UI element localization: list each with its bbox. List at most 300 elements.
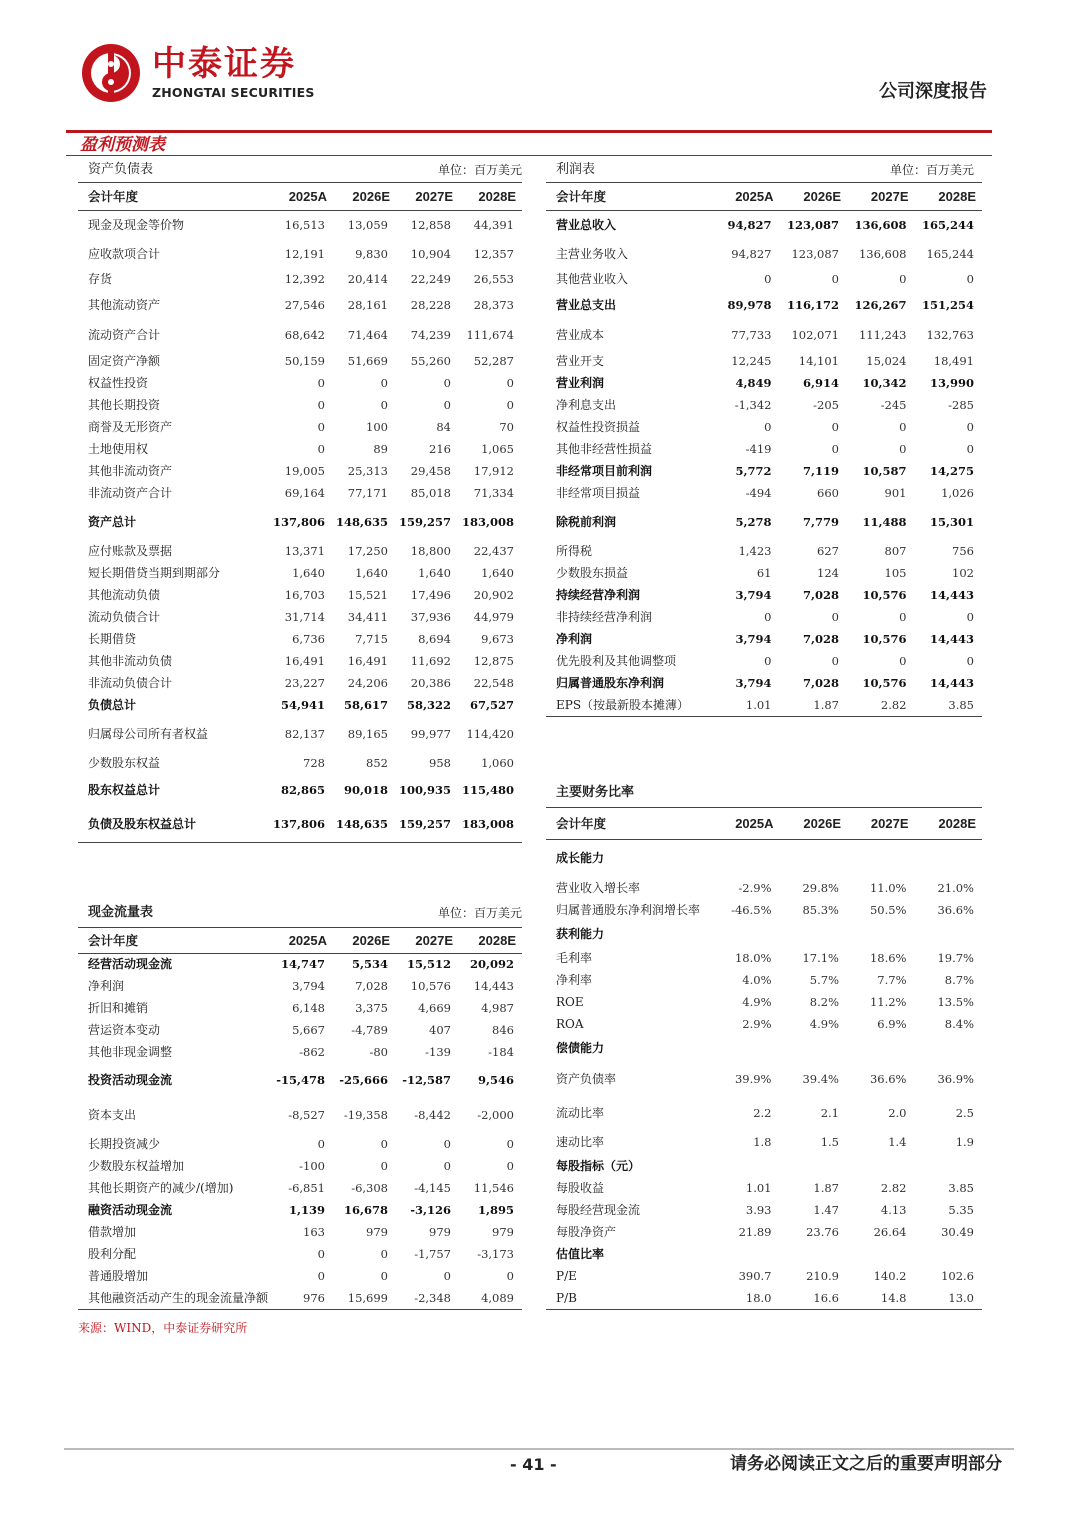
table-row <box>78 1288 522 1310</box>
row-label: 主营业务收入 <box>556 247 629 261</box>
cell-value: 67,527 <box>469 698 514 712</box>
row-label: 其他非流动资产 <box>88 464 173 478</box>
cell-value: 0 <box>443 398 451 412</box>
cell-value: 4.0% <box>742 973 772 987</box>
cell-value: 21.0% <box>937 881 974 895</box>
cell-value: 7,715 <box>355 632 388 646</box>
cell-value: -6,851 <box>288 1181 325 1195</box>
table-row <box>546 1244 982 1266</box>
table-row <box>546 395 982 417</box>
cell-value: 26,553 <box>473 272 514 286</box>
cell-value: 0 <box>831 442 839 456</box>
table-row <box>78 1200 522 1222</box>
table-row <box>78 417 522 439</box>
cell-value: 12,875 <box>473 654 514 668</box>
source-note: 来源：WIND，中泰证券研究所 <box>78 1321 248 1335</box>
row-label: 营业收入增长率 <box>556 881 641 895</box>
table-row <box>78 1222 522 1244</box>
cell-value: 14,443 <box>929 632 974 646</box>
cell-value: 136,608 <box>854 218 907 233</box>
column-header-year: 2027E <box>415 933 453 948</box>
row-label: 营业总支出 <box>556 298 617 312</box>
row-label: 流动资产合计 <box>88 328 161 342</box>
cell-value: 89,165 <box>347 727 388 741</box>
cell-value: 0 <box>764 610 772 624</box>
table-row <box>78 1042 522 1064</box>
cell-value: -139 <box>425 1045 451 1059</box>
cell-value: 901 <box>884 486 907 500</box>
cell-value <box>780 1244 848 1266</box>
cell-value: 94,827 <box>727 218 772 233</box>
cell-value: 23,227 <box>284 676 325 690</box>
cell-value: 1,026 <box>941 486 974 500</box>
cell-value: 0 <box>831 420 839 434</box>
column-header-year: 2026E <box>352 933 390 948</box>
cell-value: 16.6 <box>813 1290 839 1305</box>
cell-value: 1.87 <box>813 697 839 712</box>
row-label: 非经常项目前利润 <box>556 464 653 478</box>
cell-value: 16,513 <box>284 218 325 233</box>
cell-value: 159,257 <box>398 515 451 529</box>
cell-value: 979 <box>366 1225 388 1239</box>
table-row <box>546 1288 982 1310</box>
cell-value <box>915 922 983 948</box>
cell-value: -19,358 <box>343 1108 388 1122</box>
table-row <box>546 1222 982 1244</box>
footer-divider <box>64 1448 1014 1450</box>
table-row <box>546 900 982 922</box>
row-label: 除税前利润 <box>556 515 617 529</box>
cell-value: 9,546 <box>477 1073 514 1087</box>
row-label: 普通股增加 <box>88 1269 149 1283</box>
table-row <box>78 1156 522 1178</box>
table-row <box>546 1014 982 1036</box>
cell-value: 54,941 <box>280 698 325 712</box>
row-label: ROA <box>556 1017 584 1031</box>
cell-value: 18,491 <box>933 354 974 368</box>
cell-value: 123,087 <box>791 247 839 261</box>
cell-value: 20,902 <box>473 588 514 602</box>
row-label: 营业开支 <box>556 354 605 368</box>
cell-value: 0 <box>380 1247 388 1261</box>
table-row <box>78 541 522 563</box>
cell-value: 85.3% <box>802 903 839 917</box>
cell-value: 15,512 <box>406 957 451 972</box>
row-label: 归属母公司所有者权益 <box>88 727 209 741</box>
cell-value: 21.89 <box>738 1225 772 1239</box>
cell-value: 82,865 <box>280 783 325 797</box>
cell-value: 9,830 <box>355 247 388 261</box>
cell-value: 24,206 <box>347 676 388 690</box>
cell-value: 102 <box>952 566 974 580</box>
table-row <box>546 241 982 269</box>
cell-value: 100,935 <box>398 783 451 797</box>
cell-value: 0 <box>764 420 772 434</box>
cell-value: 10,342 <box>862 376 907 390</box>
cell-value: 14,101 <box>798 354 839 368</box>
cell-value <box>915 1036 983 1062</box>
table-row <box>546 651 982 673</box>
cell-value: 183,008 <box>461 816 514 831</box>
cell-value: 3.85 <box>948 697 974 712</box>
table-row <box>546 948 982 970</box>
cell-value: 4.13 <box>880 1203 907 1217</box>
row-label: 少数股东权益 <box>88 756 161 770</box>
table-row <box>78 211 522 241</box>
cell-value: 1,895 <box>477 1203 514 1217</box>
cell-value: 26.64 <box>873 1225 907 1239</box>
cell-value: 13.0 <box>948 1290 974 1305</box>
table-row <box>546 483 982 505</box>
table-row <box>78 505 522 541</box>
cell-value: -494 <box>745 486 772 500</box>
table-title: 主要财务比率 <box>556 785 635 800</box>
cell-value: -8,442 <box>414 1108 451 1122</box>
table-title: 现金流量表 <box>88 905 154 920</box>
row-label: 流动比率 <box>556 1106 605 1120</box>
cell-value: 17,496 <box>410 588 451 602</box>
column-header-year: 2028E <box>938 189 976 204</box>
cell-value: 30.49 <box>941 1225 974 1239</box>
data-grid <box>78 927 522 1310</box>
page-number: - 41 - <box>510 1455 557 1474</box>
section-divider <box>66 155 992 156</box>
table-row <box>546 840 982 878</box>
table-row <box>78 673 522 695</box>
cell-value: 58,322 <box>406 698 451 712</box>
cell-value: 20,414 <box>347 272 388 286</box>
table-row <box>546 373 982 395</box>
cell-value: -12,587 <box>402 1073 451 1087</box>
cell-value: 183,008 <box>461 515 514 529</box>
cell-value: -4,145 <box>414 1181 451 1195</box>
cell-value: 82,137 <box>284 727 325 741</box>
cell-value: 1.01 <box>745 697 772 712</box>
table-row <box>78 1244 522 1266</box>
row-label: 现金及现金等价物 <box>88 218 185 233</box>
row-label: 净利息支出 <box>556 398 617 412</box>
cell-value: 84 <box>436 420 451 434</box>
cell-value: 25,313 <box>347 464 388 478</box>
cell-value: 4,089 <box>481 1290 514 1305</box>
cell-value: 1,060 <box>481 756 514 770</box>
row-label: 优先股利及其他调整项 <box>556 654 677 668</box>
cell-value: 13,059 <box>347 218 388 233</box>
row-label: P/E <box>556 1269 577 1283</box>
row-label: 每股指标（元） <box>556 1159 641 1173</box>
cell-value: 1,139 <box>288 1203 325 1217</box>
cell-value: 29.8% <box>802 881 839 895</box>
cell-value <box>915 840 983 878</box>
cell-value <box>712 840 780 878</box>
cell-value: 61 <box>756 566 772 580</box>
table-row <box>546 607 982 629</box>
cell-value: 0 <box>317 442 325 456</box>
table-row <box>546 878 982 900</box>
row-label: 其他非现金调整 <box>88 1045 173 1059</box>
cell-value: 1.5 <box>820 1135 839 1149</box>
row-label: 负债及股东权益总计 <box>88 816 197 831</box>
cell-value: 19.7% <box>937 951 974 965</box>
cell-value: 22,548 <box>473 676 514 690</box>
cell-value: 4,987 <box>481 1001 514 1015</box>
cell-value <box>780 1036 848 1062</box>
cell-value: 28,228 <box>410 298 451 312</box>
cell-value: 0 <box>506 376 514 390</box>
cell-value: 3,794 <box>735 588 772 602</box>
cell-value <box>780 1156 848 1178</box>
cell-value: 44,979 <box>473 610 514 624</box>
cell-value: 0 <box>506 1159 514 1173</box>
cell-value: 11,546 <box>473 1181 514 1195</box>
row-label: 所得税 <box>556 544 593 558</box>
cell-value: 12,245 <box>731 354 772 368</box>
table-row <box>78 717 522 753</box>
cell-value: 0 <box>966 420 974 434</box>
cell-value: 852 <box>366 756 388 770</box>
cell-value: 16,491 <box>347 654 388 668</box>
cell-value: 0 <box>966 654 974 668</box>
data-grid <box>78 182 522 843</box>
data-grid <box>546 807 982 1310</box>
table-row <box>546 439 982 461</box>
row-label: 非经常项目损益 <box>556 486 641 500</box>
cell-value: 0 <box>443 1159 451 1173</box>
table-row <box>78 585 522 607</box>
cell-value: 0 <box>506 398 514 412</box>
cell-value: 2.9% <box>742 1017 772 1031</box>
row-label: 非流动资产合计 <box>88 486 173 500</box>
table-row <box>78 629 522 651</box>
cell-value: 85,018 <box>410 486 451 500</box>
cell-value <box>712 922 780 948</box>
cell-value: 10,576 <box>862 588 907 602</box>
cell-value: 0 <box>966 272 974 286</box>
cell-value: 3,794 <box>292 979 325 993</box>
cell-value: 58,617 <box>343 698 388 712</box>
row-label: 少数股东损益 <box>556 566 629 580</box>
cell-value: 14.8 <box>880 1290 907 1305</box>
cell-value: 1,065 <box>481 442 514 456</box>
row-label: 归属普通股东净利润增长率 <box>556 903 701 917</box>
cell-value: 74,239 <box>410 328 451 342</box>
cell-value: 6.9% <box>877 1017 907 1031</box>
cell-value: 0 <box>380 1159 388 1173</box>
cell-value: 148,635 <box>335 816 388 831</box>
cell-value: 2.1 <box>820 1106 839 1120</box>
cell-value: 18.0 <box>745 1290 772 1305</box>
cell-value: 14,443 <box>929 588 974 602</box>
cell-value: -8,527 <box>288 1108 325 1122</box>
row-label: 净利润 <box>88 979 125 993</box>
table-row <box>546 291 982 321</box>
column-header-fiscal-year: 会计年度 <box>88 933 139 948</box>
row-label: 获利能力 <box>556 927 605 941</box>
column-header-year: 2027E <box>415 189 453 204</box>
column-header-year: 2025A <box>735 189 774 204</box>
cell-value: 22,437 <box>473 544 514 558</box>
table-row <box>78 998 522 1020</box>
cell-value <box>915 1244 983 1266</box>
cell-value: 6,914 <box>802 376 839 390</box>
cell-value: -25,666 <box>339 1073 388 1087</box>
cell-value: 10,576 <box>862 676 907 690</box>
cell-value: 39.4% <box>802 1072 839 1086</box>
cell-value: 0 <box>443 1137 451 1151</box>
table-row <box>78 395 522 417</box>
cell-value: 0 <box>506 1269 514 1283</box>
row-label: 存货 <box>88 272 113 286</box>
header-row <box>546 808 982 840</box>
cell-value: 31,714 <box>284 610 325 624</box>
cell-value: 12,858 <box>410 218 451 233</box>
table-row <box>78 807 522 843</box>
cell-value: 7,119 <box>802 464 839 478</box>
column-header-year: 2026E <box>803 816 841 831</box>
row-label: 营业成本 <box>556 328 605 342</box>
row-label: 短长期借贷当期到期部分 <box>88 566 221 580</box>
row-label: 成长能力 <box>556 851 605 866</box>
table-row <box>78 753 522 775</box>
table-row <box>78 439 522 461</box>
cell-value: 69,164 <box>284 486 325 500</box>
cell-value: 55,260 <box>410 354 451 368</box>
table-row <box>78 291 522 321</box>
cell-value: 165,244 <box>926 247 974 261</box>
cell-value: 136,608 <box>858 247 907 261</box>
cell-value: -80 <box>369 1045 388 1059</box>
cell-value: 16,703 <box>284 588 325 602</box>
column-header-year: 2028E <box>938 816 976 831</box>
cell-value: 70 <box>499 420 514 434</box>
cell-value: 132,763 <box>926 328 974 342</box>
cell-value: 102,071 <box>791 328 839 342</box>
table-row <box>78 607 522 629</box>
cell-value: 126,267 <box>854 298 907 312</box>
table-title: 利润表 <box>556 162 596 177</box>
header-divider <box>66 130 992 133</box>
cell-value: 5,534 <box>351 957 388 972</box>
cell-value: 5,667 <box>292 1023 325 1037</box>
table-row <box>546 269 982 291</box>
table-row <box>78 241 522 269</box>
cell-value: 14,747 <box>280 957 325 972</box>
cell-value: 0 <box>317 376 325 390</box>
cell-value: 44,391 <box>473 218 514 233</box>
cell-value: 6,148 <box>292 1001 325 1015</box>
table-row <box>546 673 982 695</box>
row-label: 应收款项合计 <box>88 247 161 261</box>
cell-value: 979 <box>429 1225 451 1239</box>
table-row <box>546 992 982 1014</box>
cell-value: 1,640 <box>418 566 451 580</box>
row-label: 估值比率 <box>556 1247 605 1261</box>
cell-value: 90,018 <box>343 783 388 797</box>
cell-value: 16,491 <box>284 654 325 668</box>
table-row <box>78 563 522 585</box>
cell-value: 18.6% <box>869 951 907 965</box>
header-row <box>78 928 522 954</box>
row-label: ROE <box>556 995 584 1009</box>
cell-value <box>712 1156 780 1178</box>
cell-value: 20,386 <box>410 676 451 690</box>
header-row <box>78 183 522 211</box>
cell-value: 137,806 <box>272 816 325 831</box>
table-row <box>78 976 522 998</box>
cell-value <box>712 1036 780 1062</box>
cell-value: 0 <box>317 398 325 412</box>
cell-value: 71,334 <box>473 486 514 500</box>
column-header-fiscal-year: 会计年度 <box>88 189 139 204</box>
cell-value: 9,673 <box>481 632 514 646</box>
cell-value: 1,640 <box>481 566 514 580</box>
table-row <box>546 1200 982 1222</box>
cell-value: 10,576 <box>410 979 451 993</box>
table-row <box>78 483 522 505</box>
row-label: 资产总计 <box>88 515 137 529</box>
cell-value: 100 <box>366 420 388 434</box>
cell-value: -1,757 <box>414 1247 451 1261</box>
cell-value: 1,640 <box>292 566 325 580</box>
table-row <box>546 1156 982 1178</box>
cell-value: 37,936 <box>410 610 451 624</box>
cell-value: 5.35 <box>948 1203 974 1217</box>
cell-value: 20,092 <box>469 957 514 972</box>
cell-value: 114,420 <box>466 727 514 741</box>
cell-value: 159,257 <box>398 816 451 831</box>
cell-value: 23.76 <box>806 1225 839 1239</box>
row-label: 固定资产净额 <box>88 354 161 368</box>
cell-value: -3,126 <box>410 1203 451 1217</box>
table-row <box>546 1178 982 1200</box>
cell-value: 0 <box>317 1269 325 1283</box>
row-label: 每股净资产 <box>556 1225 617 1239</box>
cell-value: -100 <box>299 1159 325 1173</box>
table-row <box>78 695 522 717</box>
row-label: 净利润 <box>556 632 593 646</box>
cell-value: 17,250 <box>347 544 388 558</box>
cell-value: 2.82 <box>880 1181 907 1195</box>
cell-value: -2.9% <box>738 881 772 895</box>
cell-value: 0 <box>380 398 388 412</box>
table-row <box>78 1098 522 1134</box>
cell-value: 6,736 <box>292 632 325 646</box>
cell-value: 958 <box>429 756 451 770</box>
cell-value: 4.9% <box>809 1017 839 1031</box>
cell-value <box>780 922 848 948</box>
cell-value: 7,028 <box>802 632 839 646</box>
table-row <box>546 1130 982 1156</box>
cell-value: -3,173 <box>477 1247 514 1261</box>
row-label: 流动负债合计 <box>88 610 161 624</box>
cell-value <box>847 1156 915 1178</box>
cell-value: 0 <box>506 1137 514 1151</box>
cell-value: 0 <box>899 420 907 434</box>
cell-value: 390.7 <box>738 1269 772 1283</box>
column-header-year: 2028E <box>478 933 516 948</box>
row-label: 资本支出 <box>88 1108 137 1122</box>
table-row <box>546 970 982 992</box>
cell-value: 2.0 <box>888 1106 907 1120</box>
cell-value: -245 <box>880 398 907 412</box>
cell-value <box>847 840 915 878</box>
table-row <box>78 1178 522 1200</box>
row-label: 非持续经营净利润 <box>556 610 653 624</box>
cell-value: 0 <box>966 442 974 456</box>
table-row <box>78 269 522 291</box>
column-header-year: 2025A <box>288 933 327 948</box>
cell-value: 0 <box>831 610 839 624</box>
